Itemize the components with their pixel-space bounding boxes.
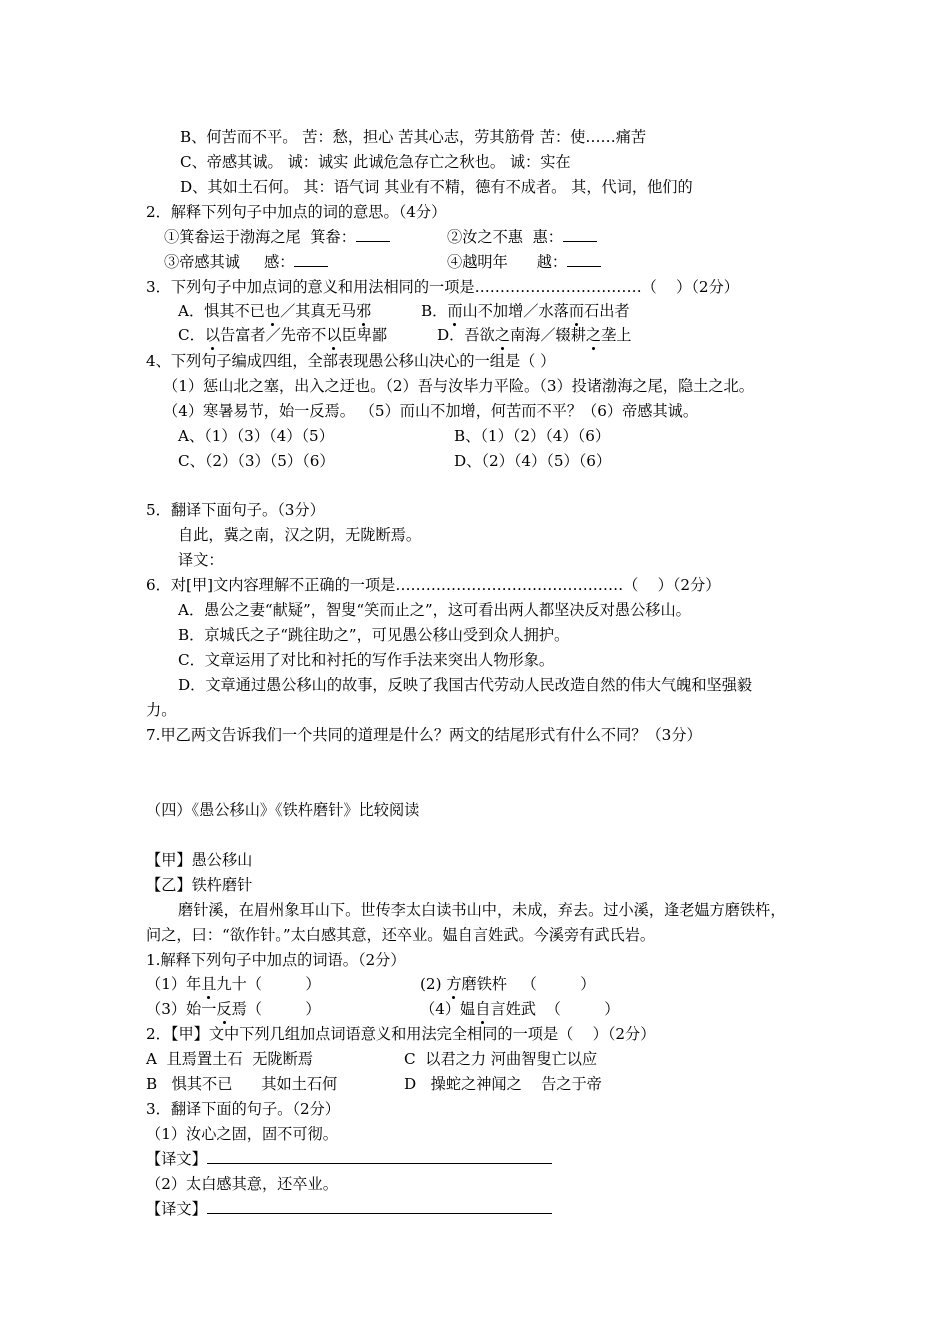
q2-line-1 xyxy=(164,227,390,247)
q4-option-b: B、（1）（2）（4）（6） xyxy=(454,427,611,445)
dotted-word: 方 xyxy=(446,975,462,993)
dotted-word: 而 xyxy=(568,302,585,320)
s4-q1-item-1: （1）年且九十（ ） xyxy=(146,975,321,993)
answer-blank[interactable] xyxy=(356,227,390,242)
section-4-title: （四）《愚公移山》《铁杵磨针》比较阅读 xyxy=(146,801,420,819)
text-yi-title: 【乙】铁杵磨针 xyxy=(146,876,253,894)
s4-question-2: 2．【甲】文中下列几组加点词语意义和用法完全相同的一项是（ ）（2分） xyxy=(146,1025,656,1043)
text-jia-title: 【甲】愚公移山 xyxy=(146,851,253,869)
s4-q2-option-b: B 惧其不已 其如土石何 xyxy=(146,1075,338,1093)
q2-item-2: ②汝之不惠 惠： xyxy=(447,227,597,247)
q1-option-c: C、帝感其诚。 诚：诚实 此诚危急存亡之秋也。 诚：实在 xyxy=(180,153,571,171)
answer-blank[interactable] xyxy=(563,227,597,242)
question-7: 7.甲乙两文告诉我们一个共同的道理是什么？两文的结尾形式有什么不同？（3分） xyxy=(146,726,702,744)
dotted-word: 且 xyxy=(201,975,217,993)
q1-option-b: B、何苦而不平。 苦：愁，担心 苦其心志，劳其筋骨 苦：使……痛苦 xyxy=(180,128,647,146)
answer-line[interactable] xyxy=(207,1149,552,1164)
question-2: 2．解释下列句子中加点的词的意思。（4分） xyxy=(146,203,447,221)
q5-translation-label: 译文： xyxy=(178,551,224,569)
dotted-word: 自 xyxy=(475,1000,491,1018)
s4-q3-sentence-1: （1）汝心之固，固不可彻。 xyxy=(146,1125,338,1143)
q3-option-a: A．惧其不已也／其真无马邪 xyxy=(178,302,372,320)
q3-option-b: B．而山不加增／水落而石出者 xyxy=(421,302,630,320)
passage-line-1: 磨针溪，在眉州象耳山下。世传李太白读书山中，未成，弃去。过小溪，逢老媪方磨铁杵， xyxy=(178,901,786,919)
question-5: 5．翻译下面句子。（3分） xyxy=(146,501,325,519)
q2-item-3: ③帝感其诚 感： xyxy=(164,253,295,271)
s4-q1-item-2: (2) 方磨铁杵 （ ） xyxy=(420,975,596,993)
question-4: 4、下列句子编成四组，全部表现愚公移山决心的一组是（ ） xyxy=(146,352,556,370)
q2-item-4: ④越明年 越： xyxy=(447,252,601,272)
q4-sentences-1: （1）惩山北之塞，出入之迂也。（2）吾与汝毕力平险。（3）投诸渤海之尾，隐土之北。 xyxy=(163,377,754,395)
q6-option-d: D．文章通过愚公移山的故事，反映了我国古代劳动人民改造自然的伟大气魄和坚强毅 xyxy=(178,676,753,694)
s4-question-3: 3．翻译下面的句子。（2分） xyxy=(146,1100,340,1118)
q1-option-d: D、其如土石何。 其：语气词 其业有不精，德有不成者。 其，代词，他们的 xyxy=(180,178,693,196)
s4-q1-item-4: （4）媪自言姓武 （ ） xyxy=(420,1000,620,1018)
question-6: 6．对[甲]文内容理解不正确的一项是………………………………………（ ）（2分） xyxy=(146,576,721,594)
q6-option-d-cont: 力。 xyxy=(146,701,177,719)
q4-option-c: C、（2）（3）（5）（6） xyxy=(178,452,335,470)
q4-option-a: A、（1）（3）（4）（5） xyxy=(178,427,334,445)
s4-q1-item-3: （3）始一反焉（ ） xyxy=(146,1000,321,1018)
dotted-word: 以 xyxy=(326,326,342,344)
dotted-word: 而 xyxy=(447,302,463,320)
s4-question-1: 1.解释下列句子中加点的词语。（2分） xyxy=(146,951,406,969)
s4-q3-translation-2: 【译文】 xyxy=(146,1199,552,1219)
q6-option-c: C．文章运用了对比和衬托的写作手法来突出人物形象。 xyxy=(178,651,555,669)
q2-item-1: ①箕畚运于渤海之尾 箕畚： xyxy=(164,228,356,246)
answer-blank[interactable] xyxy=(294,252,328,267)
dotted-word: 之 xyxy=(585,326,602,344)
dotted-word: 以 xyxy=(204,326,220,344)
s4-q3-sentence-2: （2）太白感其意，还卒业。 xyxy=(146,1175,338,1193)
q5-sentence: 自此，冀之南，汉之阴，无陇断焉。 xyxy=(178,526,421,544)
question-3: 3．下列句子中加点词的意义和用法相同的一项是……………………………（ ）（2分） xyxy=(146,278,739,296)
dotted-word: 邪 xyxy=(356,302,372,320)
q3-option-c: C．以告富者／先帝不以臣卑鄙 xyxy=(178,326,388,344)
answer-blank[interactable] xyxy=(567,252,601,267)
q6-option-a: A．愚公之妻“献疑”，智叟“笑而止之”，这可看出两人都坚决反对愚公移山。 xyxy=(178,601,691,619)
s4-q2-option-a: A 且焉置土石 无陇断焉 xyxy=(146,1050,313,1068)
q6-option-b: B．京城氏之子“跳往助之”，可见愚公移山受到众人拥护。 xyxy=(178,626,570,644)
s4-q2-option-c: C 以君之力 河曲智叟亡以应 xyxy=(404,1050,598,1068)
q3-option-d: D．吾欲之南海／辍耕之垄上 xyxy=(437,326,632,344)
q4-sentences-2: （4）寒暑易节，始一反焉。 （5）而山不加增，何苦而不平？（6）帝感其诚。 xyxy=(163,402,699,420)
answer-line[interactable] xyxy=(207,1199,552,1214)
s4-q3-translation-1: 【译文】 xyxy=(146,1149,552,1169)
passage-line-2: 问之，曰：“欲作针。”太白感其意，还卒业。媪自言姓武。今溪旁有武氏岩。 xyxy=(146,926,656,944)
dotted-word: 之 xyxy=(494,326,510,344)
s4-q2-option-d: D 操蛇之神闻之 告之于帝 xyxy=(404,1075,602,1093)
dotted-word: 也 xyxy=(264,302,281,320)
q4-option-d: D、（2）（4）（5）（6） xyxy=(454,452,612,470)
dotted-word: 反 xyxy=(216,1000,232,1018)
q2-line-2 xyxy=(164,252,328,272)
